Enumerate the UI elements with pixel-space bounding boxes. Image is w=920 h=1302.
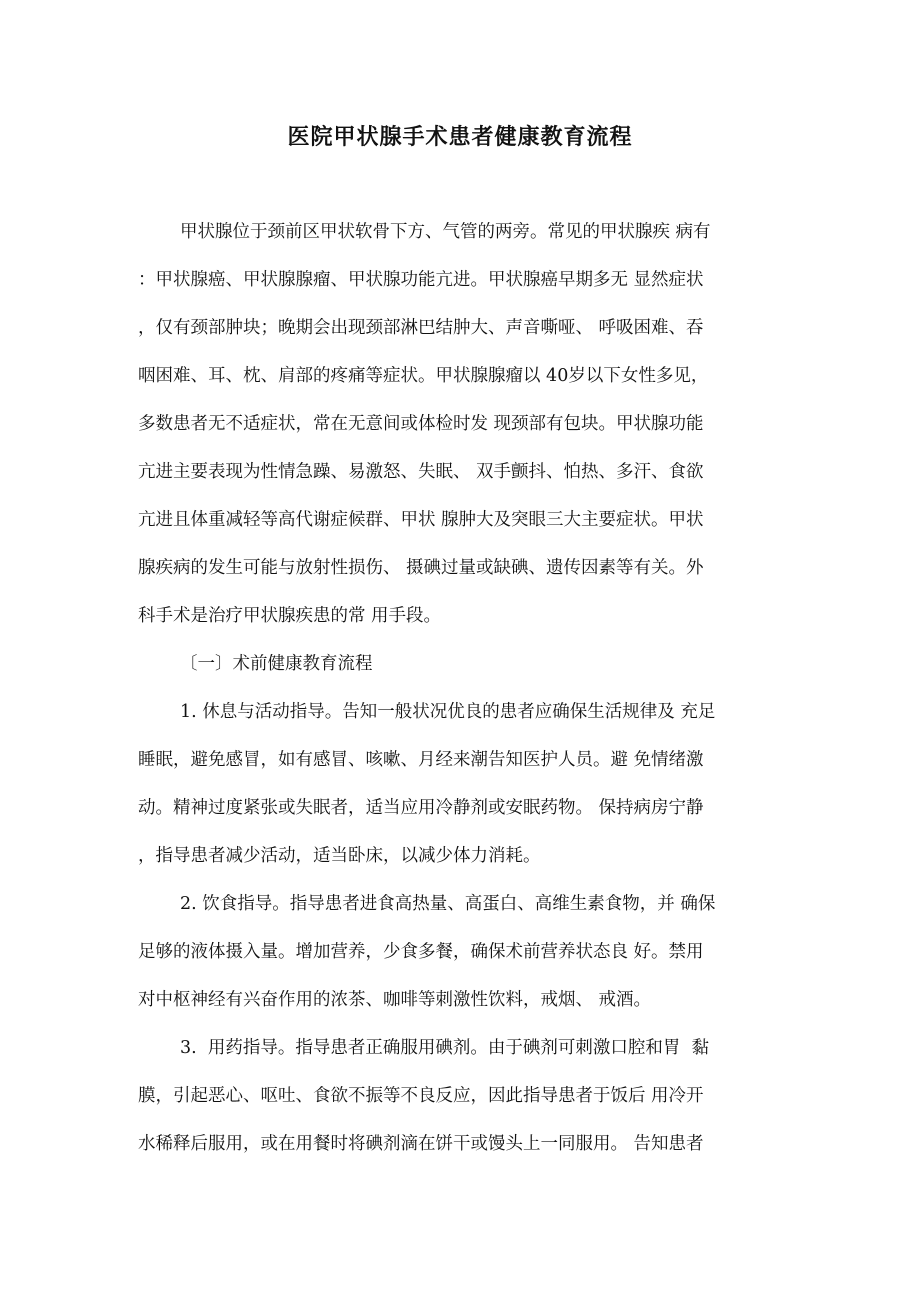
paragraph-line: 亢进且体重减轻等高代谢症候群、甲状 腺肿大及突眼三大主要症状。甲状 (138, 510, 704, 530)
rest-activity-paragraph (138, 688, 802, 880)
document-title: 医院甲状腺手术患者健康教育流程 (287, 124, 633, 150)
paragraph-line: ：甲状腺癌、甲状腺腺瘤、甲状腺功能亢进。甲状腺癌早期多无 显然症状 (138, 270, 704, 290)
paragraph-line: 膜，引起恶心、呕吐、食欲不振等不良反应，因此指导患者于饭后 用冷开 (138, 1086, 704, 1106)
paragraph-line: 甲状腺位于颈前区甲状软骨下方、气管的两旁。常见的甲状腺疾 病有 (180, 222, 711, 242)
paragraph-line: 睡眠，避免感冒，如有感冒、咳嗽、月经来潮告知医护人员。避 免情绪激 (138, 750, 704, 770)
paragraph-line: 动。精神过度紧张或失眠者，适当应用冷静剂或安眠药物。 保持病房宁静 (138, 798, 704, 818)
diet-paragraph (138, 880, 802, 1024)
paragraph-line: 水稀释后服用，或在用餐时将碘剂滴在饼干或馒头上一同服用。 告知患者 (138, 1134, 704, 1154)
paragraph-line: 科手术是治疗甲状腺疾患的常 用手段。 (138, 606, 442, 626)
paragraph-line: 腺疾病的发生可能与放射性损伤、 摄碘过量或缺碘、遗传因素等有关。外 (138, 558, 704, 578)
intro-paragraph (138, 208, 802, 640)
paragraph-line: ，指导患者减少活动，适当卧床，以减少体力消耗。 (138, 846, 541, 866)
section-heading (138, 640, 802, 688)
paragraph-line: 3. 用药指导。指导患者正确服用碘剂。由于碘剂可刺激口腔和胃 黏 (180, 1038, 709, 1058)
paragraph-line: 1. 休息与活动指导。告知一般状况优良的患者应确保生活规律及 充足 (180, 702, 716, 722)
paragraph-line: 对中枢神经有兴奋作用的浓茶、咖啡等刺激性饮料，戒烟、 戒酒。 (138, 990, 652, 1010)
medication-paragraph (138, 1024, 802, 1168)
paragraph-line: 2. 饮食指导。指导患者进食高热量、高蛋白、高维生素食物，并 确保 (180, 894, 716, 914)
paragraph-line: 咽困难、耳、枕、肩部的疼痛等症状。甲状腺腺瘤以 40岁以下女性多见， (138, 366, 709, 386)
section-heading-text: 〔一〕术前健康教育流程 (180, 654, 373, 674)
paragraph-line: ，仅有颈部肿块；晚期会出现颈部淋巴结肿大、声音嘶哑、 呼吸困难、吞 (138, 318, 704, 338)
paragraph-line: 亢进主要表现为性情急躁、易激怒、失眠、 双手颤抖、怕热、多汗、食欲 (138, 462, 704, 482)
paragraph-line: 多数患者无不适症状，常在无意间或体检时发 现颈部有包块。甲状腺功能 (138, 414, 704, 434)
paragraph-line: 足够的液体摄入量。增加营养，少食多餐，确保术前营养状态良 好。禁用 (138, 942, 704, 962)
